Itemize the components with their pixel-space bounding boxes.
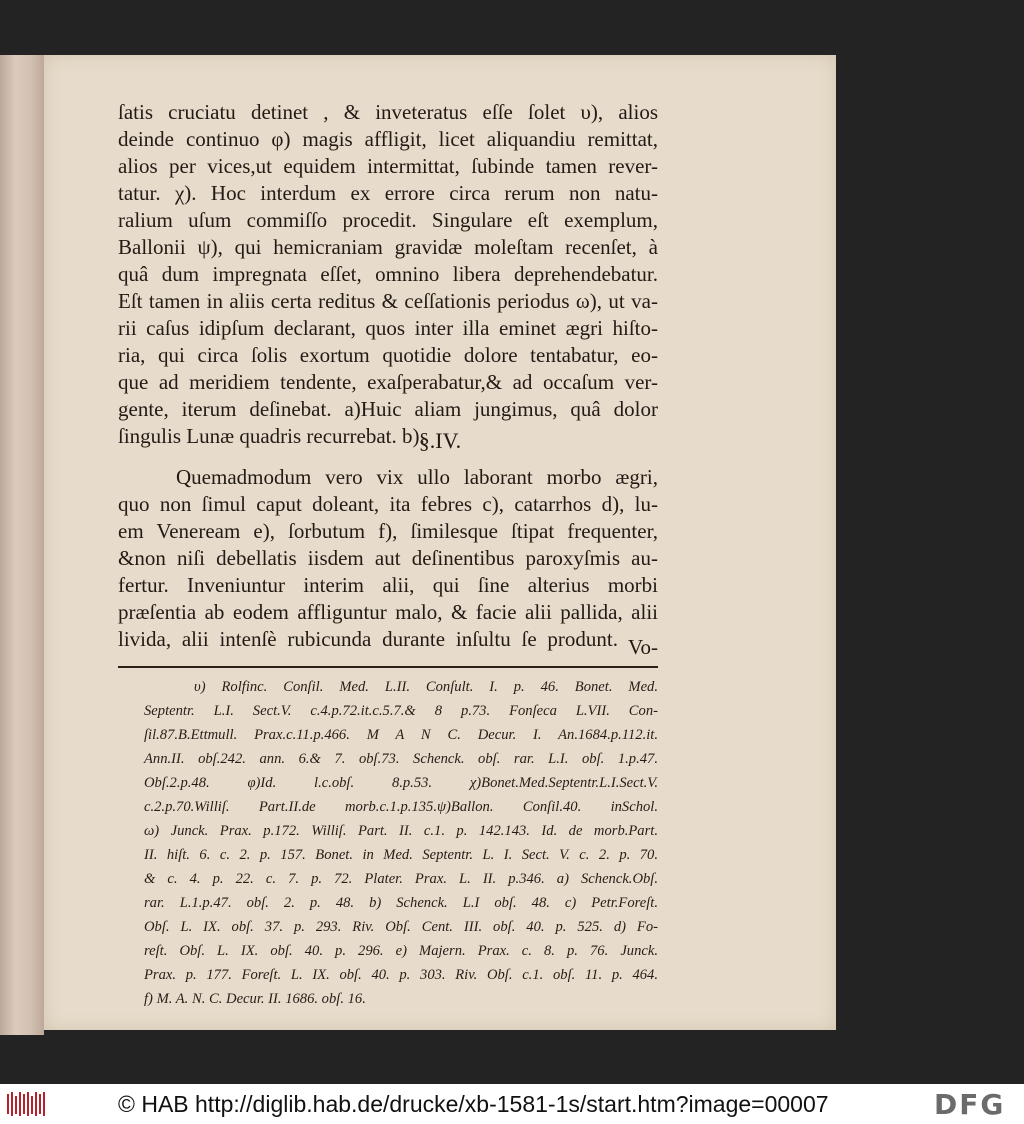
footnote-line: c.2.p.70.Williſ. Part.II.de morb.c.1.p.135.ψ)Ballon. Conſil.40. inSchol. [144,799,658,815]
facing-page-edge [0,55,44,1035]
book-page [44,55,836,1030]
section-line: quo non ſimul caput doleant, ita febres c), catarrhos d), lu- [118,492,658,516]
body-line: que ad meridiem tendente, exaſperabatur,& ad occaſum ver- [118,370,658,394]
section-heading: §.IV. [418,428,462,453]
section-line: &non niſi debellatis iisdem aut deſinentibus paroxyſmis au- [118,546,658,570]
body-line: ſatis cruciatu detinet , & inveteratus eſſe ſolet υ), alios [118,100,658,124]
footnote-line: Obſ.2.p.48. φ)Id. l.c.obſ. 8.p.53. χ)Bonet.Med.Septentr.L.I.Sect.V. [144,775,658,791]
body-line: rii caſus idipſum declarant, quos inter illa eminet ægri hiſto- [118,316,658,340]
footnote-line: ſil.87.B.Ettmull. Prax.c.11.p.466. M A N C. Decur. I. An.1684.p.112.it. [144,727,658,743]
footnote-line: υ) Rolfinc. Conſil. Med. L.II. Conſult. I. p. 46. Bonet. Med. [194,679,658,695]
body-line: tatur. χ). Hoc interdum ex errore circa rerum non natu- [118,181,658,205]
section-line: præſentia ab eodem affliguntur malo, & facie alii pallida, alii [118,600,658,624]
section-line: Quemadmodum vero vix ullo laborant morbo ægri, [176,465,658,489]
body-line: ſingulis Lunæ quadris recurrebat. b). [118,424,425,448]
footnote-line: ω) Junck. Prax. p.172. Williſ. Part. II. c.1. p. 142.143. Id. de morb.Part. [144,823,658,839]
body-line: Eſt tamen in aliis certa reditus & ceſſationis periodus ω), ut va- [118,289,658,313]
catchword: Vo- [628,635,658,659]
section-line: fertur. Inveniuntur interim alii, qui ſine alterius morbi [118,573,658,597]
section-line: em Veneream e), ſorbutum f), ſimilesque ſtipat frequenter, [118,519,658,543]
footnote-line: Prax. p. 177. Foreſt. L. IX. obſ. 40. p. 303. Riv. Obſ. c.1. obſ. 11. p. 464. [144,967,658,983]
body-line: ralium uſum commiſſo procedit. Singulare eſt exemplum, [118,208,658,232]
body-line: quâ dum impregnata eſſet, omnino libera deprehendebatur. [118,262,658,286]
hab-barcode-logo-icon [6,1090,46,1118]
dfg-logo: DFG [934,1088,1006,1121]
footnote-line: reſt. Obſ. L. IX. obſ. 40. p. 296. e) Majern. Prax. c. 8. p. 76. Junck. [144,943,658,959]
footnote-line: Obſ. L. IX. obſ. 37. p. 293. Riv. Obſ. Cent. III. obſ. 40. p. 525. d) Fo- [144,919,658,935]
body-line: Ballonii ψ), qui hemicraniam gravidæ moleſtam recenſet, à [118,235,658,259]
footnote-line: II. hiſt. 6. c. 2. p. 157. Bonet. in Med. Septentr. L. I. Sect. V. c. 2. p. 70. [144,847,658,863]
footnote-line: Septentr. L.I. Sect.V. c.4.p.72.it.c.5.7.& 8 p.73. Fonſeca L.VII. Con- [144,703,658,719]
footnote-line: Ann.II. obſ.242. ann. 6.& 7. obſ.73. Schenck. obſ. rar. L.I. obſ. 1.p.47. [144,751,658,767]
section-line: livida, alii intenſè rubicunda durante inſultu ſe produnt. [118,627,618,651]
body-line: ria, qui circa ſolis exortum quotidie dolore tentabatur, eo- [118,343,658,367]
footnote-line: & c. 4. p. 22. c. 7. p. 72. Plater. Prax. L. II. p.346. a) Schenck.Obſ. [144,871,658,887]
copyright-url-link[interactable]: © HAB http://diglib.hab.de/drucke/xb-1581-1s/start.htm?image=00007 [118,1091,829,1117]
footnote-rule [118,666,658,668]
footnote-line: f) M. A. N. C. Decur. II. 1686. obſ. 16. [144,991,366,1007]
body-line: deinde continuo φ) magis affligit, licet aliquandiu remittat, [118,127,658,151]
footnote-line: rar. L.1.p.47. obſ. 2. p. 48. b) Schenck. L.I obſ. 48. c) Petr.Foreſt. [144,895,658,911]
body-line: gente, iterum deſinebat. a)Huic aliam jungimus, quâ dolor [118,397,658,421]
footer-bar [0,1084,1024,1124]
body-line: alios per vices,ut equidem intermittat, ſubinde tamen rever- [118,154,658,178]
